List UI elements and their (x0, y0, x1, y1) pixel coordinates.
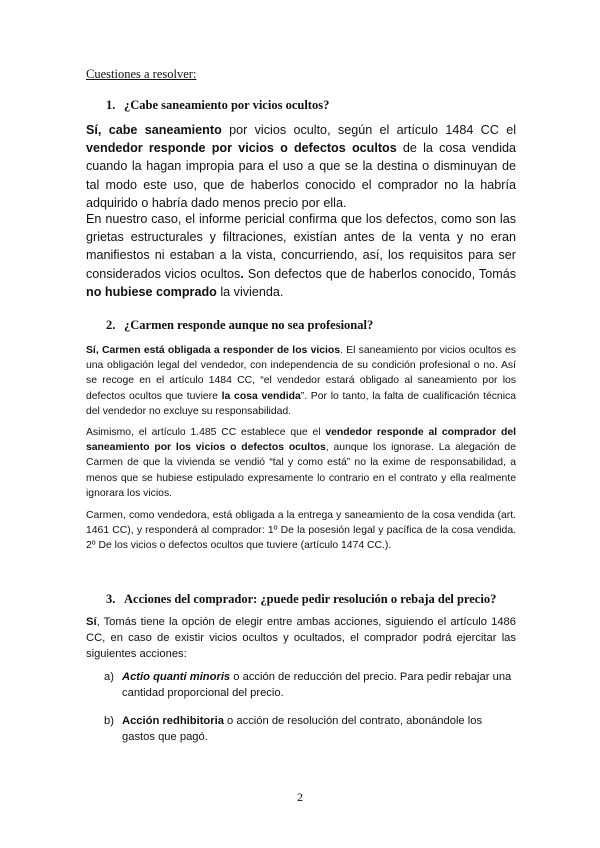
q1-p1-bold-2: vendedor responde por vicios o defectos ocultos (86, 141, 397, 156)
list-item-body (122, 669, 516, 701)
q2-p1-bold-2: la cosa vendida (221, 390, 301, 402)
list-item-marker: b) (104, 715, 114, 727)
q3-p1-text-1: , Tomás tiene la opción de elegir entre ambas acciones, siguiendo el artículo 1486 CC, en caso de existir vicios ocultos y ocultados, el comprador podrá ejercitar las siguientes acciones: (86, 616, 516, 661)
question-3-title: Acciones del comprador: ¿puede pedir resolución o rebaja del precio? (124, 592, 497, 606)
q2-p2-text-2: , aunque los ignorase. La alegación de Carmen de que la vivienda se vendió “tal y como está” no la exime de responsabilidad, a menos que se hubiese estipulado expresamente lo contrario en el contrato y ella realmente ignorara los vicios. (86, 442, 516, 499)
q1-paragraph-1 (86, 121, 516, 212)
q1-p2-bold-1: . (240, 266, 244, 281)
q2-p2-bold-1: vendedor responde al comprador del saneamiento por los vicios o defectos ocultos (86, 427, 516, 454)
q1-p2-text-2: Son defectos que de haberlos conocido, Tomás (243, 266, 516, 281)
q3-p1-bold-1: Sí (86, 616, 97, 628)
q2-paragraph-3: Carmen, como vendedora, está obligada a la entrega y saneamiento de la cosa vendida (art. 1461 CC), y responderá al comprador: 1º De la posesión legal y pacífica de la cosa vendida. 2º De los vicios o defectos ocultos que tuviere (artículo 1474 CC.). (86, 510, 516, 552)
q1-p1-text-2: de la cosa vendida cuando la hagan impropia para el uso a que se la destina o disminuyan de tal modo este uso, que de haberlos conocido el comprador no la habría adquirido o habría dado menos precio por ella. (86, 141, 516, 210)
q2-p1-text-1: . El saneamiento por vicios ocultos es una obligación legal del vendedor, con independencia de su condición profesional o no. Así se recoge en el artículo 1484 CC, “el vendedor estará obligado al saneamiento por los defectos ocultos que tuviere (86, 345, 516, 402)
q3-paragraph-1 (86, 614, 516, 663)
q2-paragraph-2 (86, 425, 516, 501)
question-1-heading (106, 98, 329, 113)
q2-p1-bold-1: Sí, Carmen está obligada a responder de los vicios (86, 345, 341, 356)
list-item-body (122, 713, 516, 745)
q1-p2-text-1: En nuestro caso, el informe pericial confirma que los defectos, como son las grietas estructurales y filtraciones, existían antes de la venta y no eran manifiestos ni estaban a la vista, concurriendo, así, los requisitos para ser considerados vicios ocultos (86, 212, 516, 281)
question-2-heading (106, 318, 373, 333)
list-item-marker: a) (104, 671, 114, 683)
q1-p1-text-1: por vicios oculto, según el artículo 1484 CC el (221, 123, 516, 137)
q2-p1-text-2: ”. Por lo tanto, la falta de cualificación técnica del vendedor no excluye su responsabilidad. (86, 390, 516, 417)
question-2-number: 2. (106, 318, 116, 332)
page-number: 2 (297, 790, 303, 804)
question-3-number: 3. (106, 592, 116, 606)
q1-p2-bold-2: no hubiese comprado (86, 284, 217, 299)
question-2-title: ¿Carmen responde aunque no sea profesional? (124, 318, 374, 332)
q2-p2-text-1: Asimismo, el artículo 1.485 CC establece que el (86, 427, 326, 438)
question-3-heading (106, 592, 496, 607)
section-label: Cuestiones a resolver: (86, 67, 197, 81)
q2-paragraph-1 (86, 343, 516, 419)
q1-paragraph-2 (86, 210, 516, 301)
list-item-bold: Acción redhibitoria (122, 715, 224, 727)
list-item-text: o acción de resolución del contrato, abonándole los gastos que pagó. (122, 715, 483, 744)
question-1-number: 1. (106, 98, 116, 112)
question-1-title: ¿Cabe saneamiento por vicios ocultos? (124, 98, 330, 112)
list-item-bold: Actio quanti minoris (122, 671, 231, 683)
q1-p1-bold-1: Sí, cabe saneamiento (86, 123, 222, 137)
q1-p2-text-3: la vivienda. (216, 284, 284, 299)
list-item-text: o acción de reducción del precio. Para pedir rebajar una cantidad proporcional del precio. (122, 671, 512, 700)
